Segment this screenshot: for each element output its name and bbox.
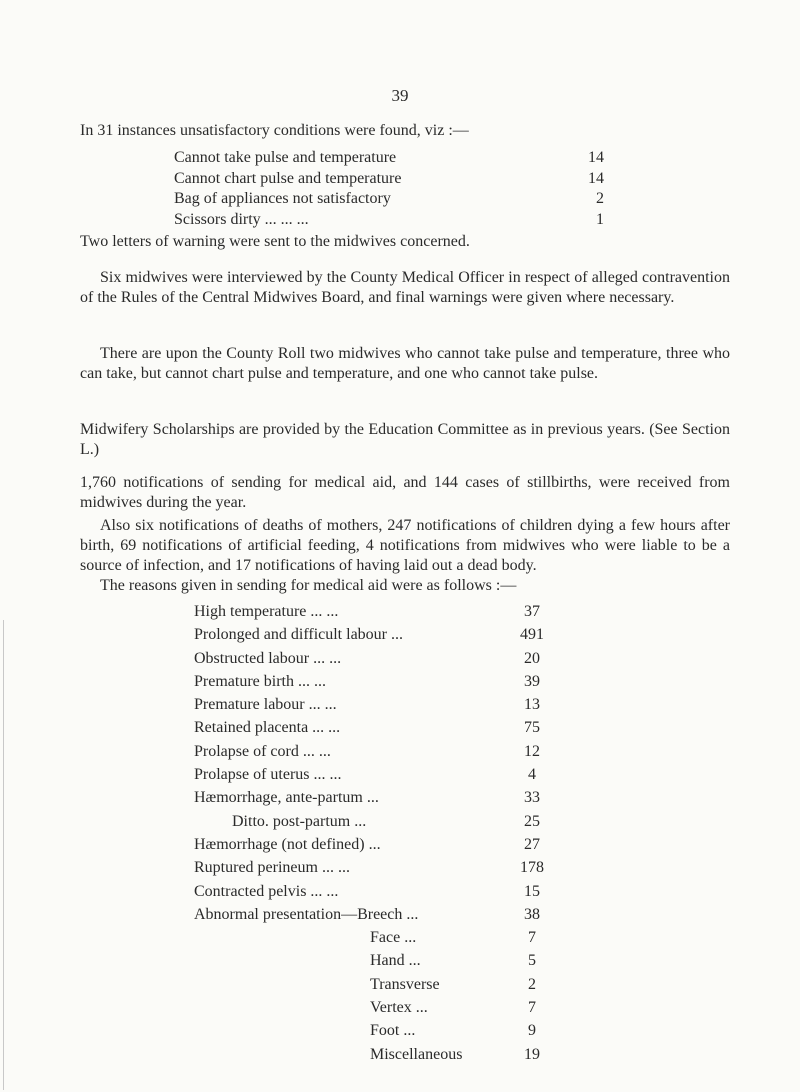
condition-row <box>174 148 604 169</box>
paragraph-scholarships: Midwifery Scholarships are provided by the Education Committee as in previous years. (See Section L.) <box>80 421 730 458</box>
reason-row <box>194 949 552 972</box>
condition-value: 14 <box>588 149 604 166</box>
reasons-intro: The reasons given in sending for medical aid were as follows :— <box>100 577 517 594</box>
paragraph-county-roll: There are upon the County Roll two midwives who cannot take pulse and temperature, three who can take, but cannot chart pulse and temperature, and one who cannot take pulse. <box>80 345 730 382</box>
intro-line: In 31 instances unsatisfactory conditions were found, viz :— <box>80 122 469 139</box>
reason-value: 178 <box>520 859 544 877</box>
reason-value: 7 <box>528 999 536 1017</box>
condition-row <box>174 169 604 190</box>
reason-row <box>194 623 552 646</box>
condition-value: 14 <box>588 169 604 187</box>
reason-label: Premature birth ... ... <box>194 672 326 690</box>
reason-row <box>194 693 552 716</box>
condition-label: Cannot chart pulse and temperature <box>174 169 402 187</box>
margin-rule <box>3 620 4 1090</box>
reason-row <box>194 1043 552 1066</box>
paragraph-warnings: Two letters of warning were sent to the midwives concerned. <box>80 233 470 250</box>
reason-value: 4 <box>528 766 536 784</box>
reason-value: 15 <box>524 882 540 900</box>
reason-label: Ditto. post-partum ... <box>232 812 367 830</box>
reason-row <box>194 973 552 996</box>
reason-row <box>194 600 552 623</box>
condition-label: Bag of appliances not satisfactory <box>174 190 391 207</box>
reason-label: Vertex ... <box>370 999 428 1017</box>
reason-label: Abnormal presentation—Breech ... <box>194 905 419 923</box>
reason-value: 12 <box>524 742 540 760</box>
paragraph-notifications: 1,760 notifications of sending for medical aid, and 144 cases of stillbirths, were received from midwives during the year. <box>80 474 730 511</box>
reason-label: Contracted pelvis ... ... <box>194 882 339 900</box>
reason-label: Face ... <box>370 929 417 947</box>
reasons-list <box>194 600 552 1066</box>
reason-label: Prolapse of uterus ... ... <box>194 766 342 784</box>
reason-row <box>194 786 552 809</box>
reason-value: 75 <box>524 719 540 737</box>
reason-value: 491 <box>520 626 544 644</box>
condition-value: 1 <box>596 210 604 228</box>
reason-row <box>194 763 552 786</box>
paragraph-deaths: Also six notifications of deaths of mothers, 247 notifications of children dying a few hours after birth, 69 notifications of artificial feeding, 4 notifications from midwives who were liable to be a source of infection, and 17 notifications of having laid out a dead body. <box>80 517 730 574</box>
reason-label: Hæmorrhage, ante-partum ... <box>194 789 379 807</box>
reason-label: Ruptured perineum ... ... <box>194 859 350 877</box>
reason-label: Premature labour ... ... <box>194 696 337 714</box>
reason-row <box>194 647 552 670</box>
reason-value: 20 <box>524 649 540 667</box>
reason-label: Foot ... <box>370 1022 416 1040</box>
paragraph-interviews: Six midwives were interviewed by the County Medical Officer in respect of alleged contravention of the Rules of the Central Midwives Board, and final warnings were given where necessary. <box>80 269 730 306</box>
reason-label: Prolonged and difficult labour ... <box>194 626 403 644</box>
condition-label: Cannot take pulse and temperature <box>174 149 397 166</box>
reason-label: Hand ... <box>370 952 421 970</box>
reason-row <box>194 880 552 903</box>
reason-value: 37 <box>524 603 540 620</box>
reason-value: 25 <box>524 812 540 830</box>
page-number: 39 <box>391 86 409 105</box>
reason-label: Obstructed labour ... ... <box>194 649 342 667</box>
reason-row <box>194 716 552 739</box>
reason-value: 13 <box>524 696 540 714</box>
reason-row <box>194 810 552 833</box>
reason-value: 5 <box>528 952 536 970</box>
reason-label: Prolapse of cord ... ... <box>194 742 331 760</box>
reason-label: Transverse <box>370 975 440 993</box>
reason-row <box>194 740 552 763</box>
reason-row <box>194 833 552 856</box>
reason-row <box>194 856 552 879</box>
reason-row <box>194 996 552 1019</box>
conditions-list <box>174 148 604 230</box>
reason-row <box>194 1019 552 1042</box>
reason-value: 33 <box>524 789 540 807</box>
reason-label: Retained placenta ... ... <box>194 719 341 737</box>
reason-value: 27 <box>524 835 540 853</box>
reason-row <box>194 670 552 693</box>
condition-row <box>174 210 604 231</box>
condition-label: Scissors dirty ... ... ... <box>174 210 309 228</box>
condition-row <box>174 189 604 210</box>
reason-value: 2 <box>528 975 536 993</box>
reason-value: 9 <box>528 1022 536 1040</box>
reason-label: Miscellaneous <box>370 1045 463 1063</box>
reason-label: Hæmorrhage (not defined) ... <box>194 835 381 853</box>
reason-row <box>194 903 552 926</box>
reason-label: High temperature ... ... <box>194 603 339 620</box>
reason-value: 38 <box>524 905 540 923</box>
reason-value: 7 <box>528 929 536 947</box>
reason-value: 19 <box>524 1045 540 1063</box>
reason-row <box>194 926 552 949</box>
reason-value: 39 <box>524 672 540 690</box>
condition-value: 2 <box>596 190 604 207</box>
